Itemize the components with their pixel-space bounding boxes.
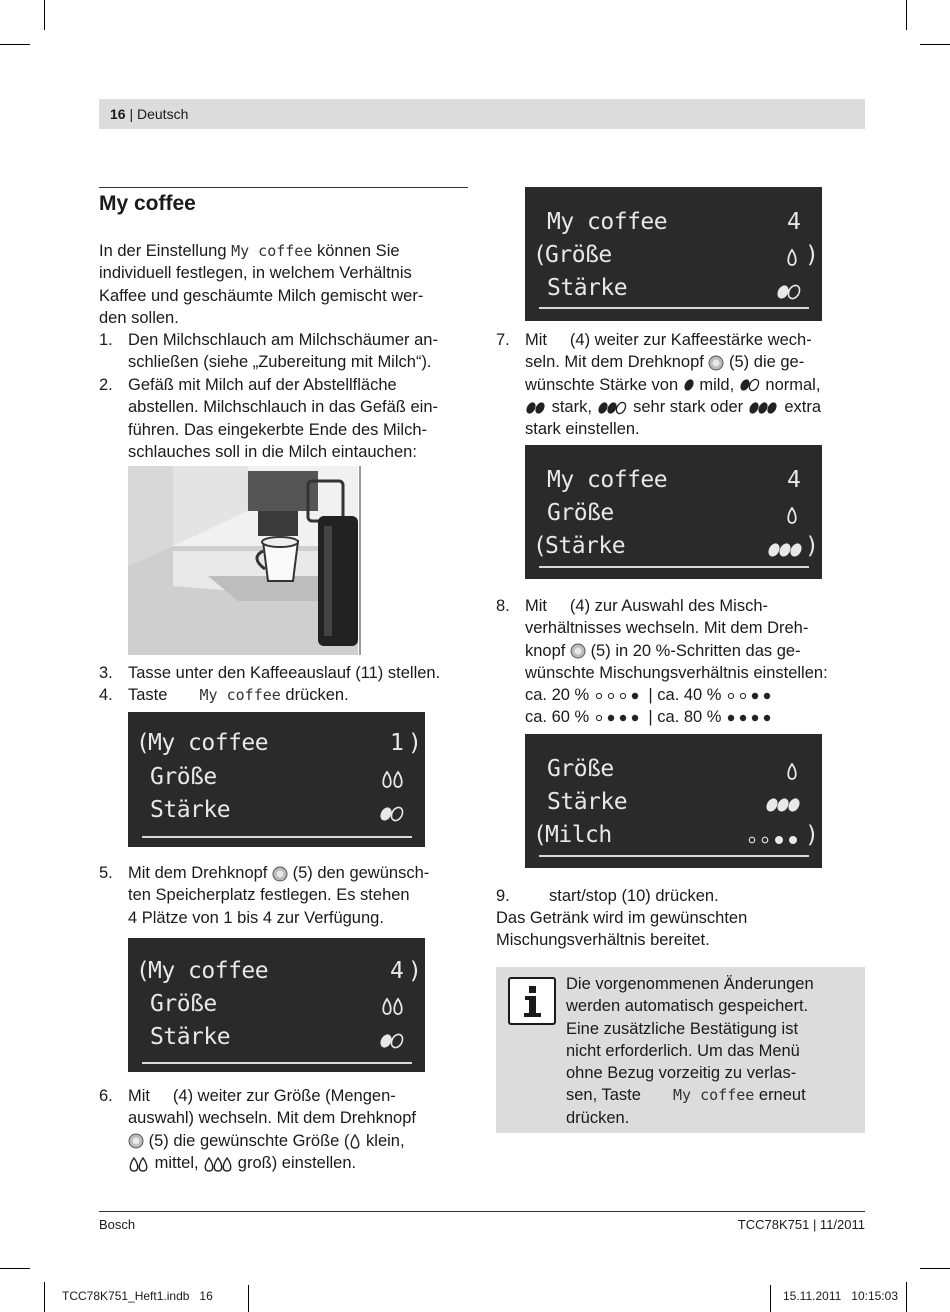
- rotary-knob-icon: [708, 355, 724, 371]
- lcd-slot-number: 4: [787, 209, 801, 235]
- step-text: mild,: [699, 375, 735, 394]
- step-text: Mischungsverhältnis bereitet.: [496, 931, 710, 950]
- step-text: drücken.: [285, 686, 349, 704]
- info-icon: [508, 977, 556, 1025]
- intro-text: können Sie: [316, 242, 400, 260]
- strength-strong-icon: [525, 401, 547, 415]
- milk-ratio-60-icon: [594, 713, 644, 723]
- step-number: 6.: [99, 1087, 113, 1105]
- step-text: Mit: [525, 597, 547, 615]
- info-line: erneut: [758, 1086, 806, 1105]
- strength-mild-icon: [683, 378, 695, 392]
- title-rule: [99, 187, 468, 188]
- lcd-display-5: [525, 734, 822, 868]
- crop-mark: [920, 44, 950, 45]
- lcd-row-groesse: Größe: [150, 991, 217, 1017]
- step-text: (4) weiter zur Größe (Mengen-: [172, 1087, 396, 1105]
- step-8: [496, 595, 876, 731]
- intro-text: Kaffee und geschäumte Milch gemischt wer-: [99, 286, 424, 305]
- size-small-icon: [785, 762, 799, 782]
- selection-bracket-left: (: [136, 730, 150, 756]
- crop-mark: [248, 1285, 249, 1312]
- step-1: [99, 329, 469, 374]
- lcd-row-groesse: Größe: [547, 756, 614, 782]
- lcd-row-groesse: Größe: [547, 500, 614, 526]
- footer-model: TCC78K751 | 11/2011: [737, 1217, 865, 1232]
- step-text: seln. Mit dem Drehknopf: [525, 353, 704, 372]
- step-text: wünschte Stärke von: [525, 375, 679, 394]
- rotary-knob-icon: [570, 643, 586, 659]
- milk-ratio-20-icon: [594, 691, 644, 701]
- step-text: ca. 20 %: [525, 686, 590, 705]
- step-text: führen. Das eingekerbte Ende des Milch-: [128, 420, 427, 439]
- step-number: 7.: [496, 331, 510, 349]
- lcd-row-staerke: Stärke: [545, 533, 626, 559]
- strength-extra-strong-icon: [767, 542, 803, 558]
- strength-normal-icon: [775, 284, 803, 300]
- rotary-knob-icon: [272, 866, 288, 882]
- size-medium-icon: [380, 997, 406, 1017]
- footer-brand: Bosch: [99, 1217, 136, 1232]
- step-text: groß) einstellen.: [237, 1153, 357, 1172]
- info-text: [566, 973, 862, 1129]
- selection-bracket-left: (: [533, 533, 547, 559]
- lcd-display-1: [128, 712, 425, 847]
- step-text: ten Speicherplatz festlegen. Es stehen: [128, 886, 410, 905]
- step-text: sehr stark oder: [633, 397, 744, 416]
- step-text: mittel,: [154, 1153, 199, 1172]
- lcd-row-groesse: Größe: [150, 764, 217, 790]
- step-text: Mit: [525, 331, 547, 349]
- info-line: sen, Taste: [566, 1086, 641, 1105]
- step-text: ca. 60 %: [525, 708, 590, 727]
- step-2: [99, 374, 469, 464]
- crop-mark: [44, 0, 45, 30]
- lcd-underline: [539, 307, 809, 309]
- mycoffee-key-label: My coffee: [199, 686, 281, 704]
- step-text: knopf: [525, 641, 566, 660]
- step-text: abstellen. Milchschlauch in das Gefäß ein-: [128, 398, 438, 417]
- lcd-row-milch: Milch: [545, 822, 612, 848]
- step-text: verhältnisses wechseln. Mit dem Dreh-: [525, 619, 809, 638]
- selection-bracket-left: (: [533, 822, 547, 848]
- lcd-row-mycoffee: My coffee: [148, 730, 269, 756]
- lcd-row-mycoffee: My coffee: [547, 467, 668, 493]
- header-bar: [99, 99, 865, 129]
- step-text: (4) zur Auswahl des Misch-: [569, 597, 768, 615]
- step-number: 9.: [496, 887, 510, 905]
- size-medium-icon: [128, 1156, 150, 1172]
- step-text: Taste: [128, 686, 168, 704]
- step-number: 1.: [99, 331, 113, 349]
- strength-very-strong-icon: [597, 401, 629, 415]
- step-text: | ca. 40 %: [648, 686, 722, 705]
- page-number: 16: [110, 106, 126, 122]
- step-9: [496, 885, 866, 953]
- lcd-underline: [142, 1062, 412, 1064]
- step-text: klein,: [366, 1131, 405, 1150]
- lcd-display-2: [128, 938, 425, 1072]
- step-6: [99, 1085, 469, 1177]
- lcd-display-4: [525, 445, 822, 579]
- slug-file: TCC78K751_Heft1.indb 16: [62, 1289, 213, 1303]
- step-number: 8.: [496, 597, 510, 615]
- crop-mark: [920, 1268, 950, 1269]
- selection-bracket-right: ): [805, 533, 819, 559]
- step-7: [496, 329, 866, 443]
- step-text: normal,: [765, 375, 821, 394]
- crop-mark: [770, 1285, 771, 1312]
- step-text: Mit: [128, 1087, 150, 1105]
- lcd-row-staerke: Stärke: [547, 275, 628, 301]
- step-text: | ca. 80 %: [648, 708, 722, 727]
- selection-bracket-right: ): [408, 730, 422, 756]
- info-line: Eine zusätzliche Bestätigung ist: [566, 1019, 799, 1038]
- intro-text: den sollen.: [99, 308, 179, 327]
- selection-bracket-left: (: [136, 958, 150, 984]
- intro-text: individuell festlegen, in welchem Verhältnis: [99, 264, 412, 283]
- step-text: Das Getränk wird im gewünschten: [496, 909, 748, 927]
- strength-extra-strong-icon: [765, 797, 801, 813]
- info-line: Die vorgenommenen Änderungen: [566, 975, 814, 993]
- lcd-slot-number: 4: [787, 467, 801, 493]
- selection-bracket-right: ): [805, 242, 819, 268]
- step-text: start/stop (10) drücken.: [549, 887, 719, 905]
- step-text: schließen (siehe „Zubereitung mit Milch“).: [128, 353, 432, 372]
- step-number: 3.: [99, 664, 113, 682]
- info-line: drücken.: [566, 1108, 630, 1127]
- lcd-display-3: [525, 187, 822, 321]
- crop-mark: [906, 0, 907, 30]
- selection-bracket-left: (: [533, 242, 547, 268]
- step-text: stark,: [551, 397, 592, 416]
- step-text: schlauches soll in die Milch eintauchen:: [128, 442, 417, 461]
- info-line: ohne Bezug vorzeitig zu verlas-: [566, 1064, 797, 1083]
- lcd-row-staerke: Stärke: [150, 797, 231, 823]
- step-number: 4.: [99, 686, 113, 704]
- language: Deutsch: [137, 106, 189, 122]
- rotary-knob-icon: [128, 1133, 144, 1149]
- crop-mark: [906, 1282, 907, 1312]
- step-text: 4 Plätze von 1 bis 4 zur Verfügung.: [128, 908, 384, 927]
- lcd-slot-number: 4: [390, 958, 404, 984]
- lcd-row-staerke: Stärke: [547, 789, 628, 815]
- lcd-underline: [539, 855, 809, 857]
- size-small-icon: [785, 506, 799, 526]
- lcd-underline: [539, 566, 809, 568]
- section-title: My coffee: [99, 192, 196, 215]
- size-small-icon: [785, 248, 799, 268]
- milk-ratio-40-icon: [726, 691, 776, 701]
- size-large-icon: [203, 1156, 233, 1172]
- intro-paragraph: [99, 240, 469, 329]
- milk-ratio-80-icon: [726, 713, 776, 723]
- info-line: werden automatisch gespeichert.: [566, 997, 809, 1016]
- step-text: (5) die gewünschte Größe (: [148, 1131, 350, 1150]
- milk-ratio-40-icon: [747, 834, 801, 846]
- selection-bracket-right: ): [408, 958, 422, 984]
- footer-rule: [99, 1211, 865, 1212]
- step-text: (4) weiter zur Kaffeestärke wech-: [569, 331, 812, 349]
- step-text: stark einstellen.: [525, 420, 640, 439]
- info-line: nicht erforderlich. Um das Menü: [566, 1041, 800, 1060]
- step-text: (5) in 20 %-Schritten das ge-: [590, 641, 801, 660]
- lcd-row-groesse: Größe: [545, 242, 612, 268]
- step-number: 2.: [99, 376, 113, 394]
- strength-extra-strong-icon: [748, 401, 780, 415]
- size-medium-icon: [380, 770, 406, 790]
- selection-bracket-right: ): [805, 822, 819, 848]
- size-small-icon: [349, 1133, 361, 1149]
- strength-normal-icon: [739, 378, 761, 392]
- crop-mark: [44, 1282, 45, 1312]
- mycoffee-key-label: My coffee: [231, 242, 313, 260]
- lcd-underline: [142, 836, 412, 838]
- step-text: wünschte Mischungsverhältnis einstellen:: [525, 663, 828, 682]
- step-number: 5.: [99, 864, 113, 882]
- lcd-row-staerke: Stärke: [150, 1024, 231, 1050]
- step-5: [99, 862, 469, 930]
- running-header: 16 | Deutsch: [110, 106, 189, 122]
- lcd-slot-number: 1: [390, 730, 404, 756]
- step-text: Gefäß mit Milch auf der Abstellfläche: [128, 376, 397, 394]
- step-text: (5) den gewünsch-: [292, 864, 430, 882]
- step-text: extra: [784, 397, 822, 416]
- mycoffee-key-label: My coffee: [673, 1086, 755, 1105]
- slug-timestamp: 15.11.2011 10:15:03: [783, 1289, 898, 1303]
- lcd-row-mycoffee: My coffee: [148, 958, 269, 984]
- step-text: Den Milchschlauch am Milchschäumer an-: [128, 331, 438, 349]
- crop-mark: [0, 44, 30, 45]
- intro-text: In der Einstellung: [99, 242, 227, 260]
- strength-normal-icon: [378, 806, 406, 822]
- step-text: Tasse unter den Kaffeeauslauf (11) stellen.: [128, 664, 441, 682]
- crop-mark: [0, 1268, 30, 1269]
- lcd-row-mycoffee: My coffee: [547, 209, 668, 235]
- step-text: Mit dem Drehknopf: [128, 864, 268, 882]
- step-text: (5) die ge-: [729, 353, 805, 372]
- machine-illustration: [128, 466, 385, 655]
- strength-normal-icon: [378, 1033, 406, 1049]
- step-text: auswahl) wechseln. Mit dem Drehknopf: [128, 1109, 416, 1128]
